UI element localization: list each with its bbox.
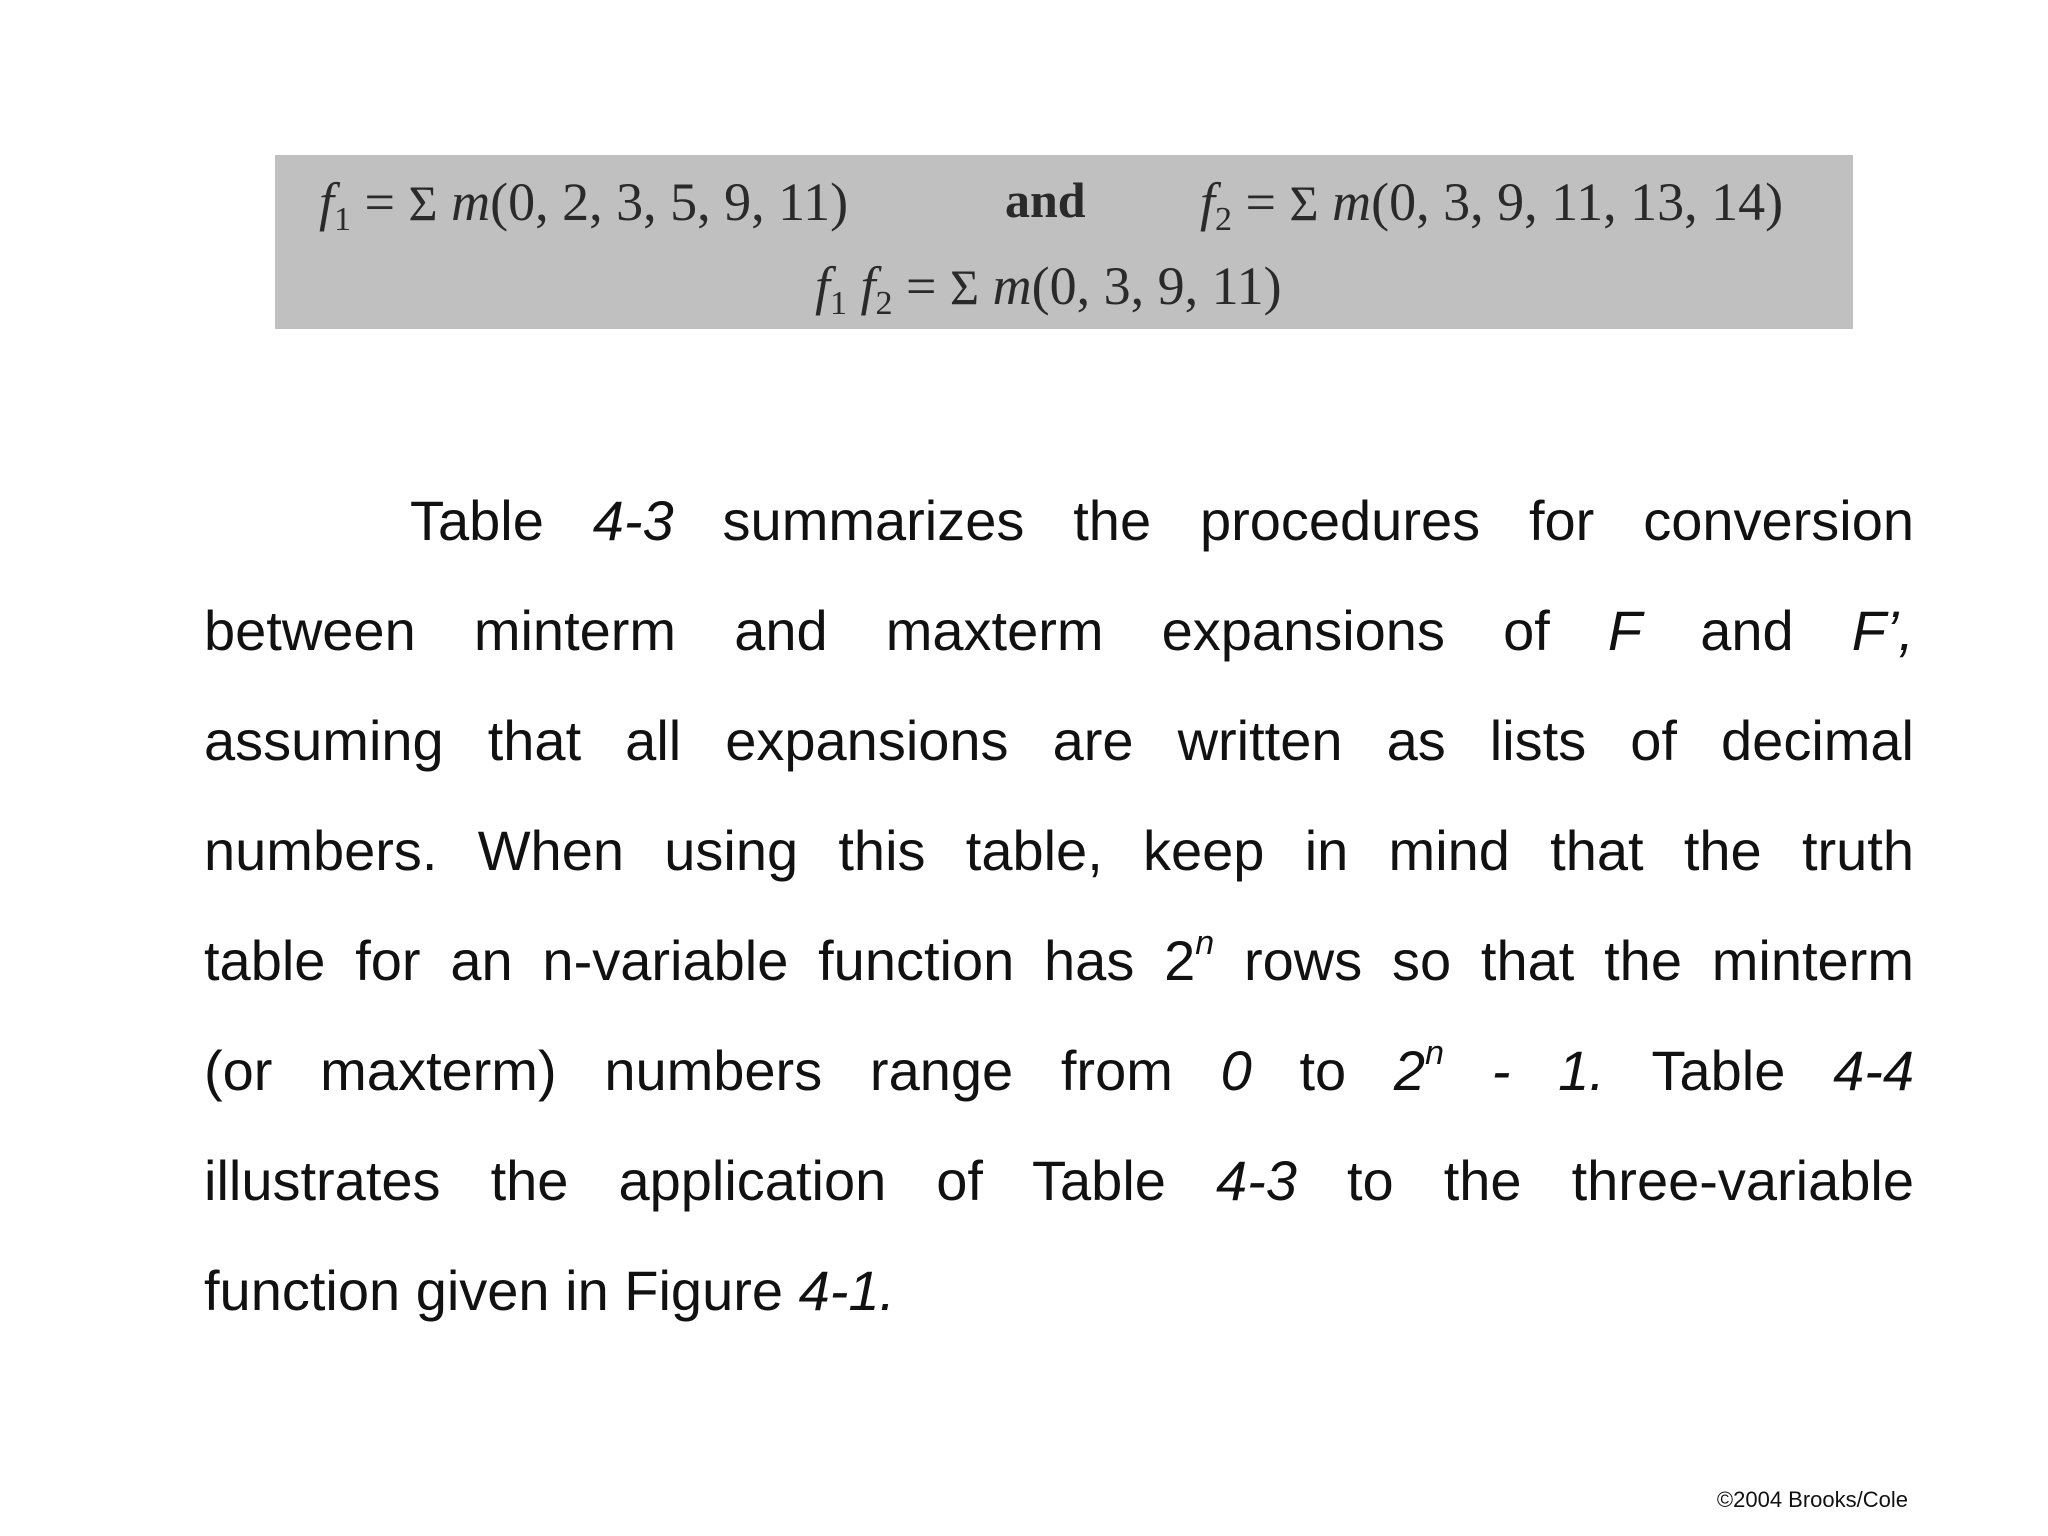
body-paragraph (204, 466, 1914, 1346)
line6-text-c: to (1251, 1039, 1394, 1102)
f1-list: (0, 2, 3, 5, 9, 11) (490, 172, 849, 232)
paragraph-line-7 (204, 1126, 1914, 1236)
copyright-notice: ©2004 Brooks/Cole (1716, 1487, 1908, 1512)
range-exponent-n: n (1425, 1034, 1444, 1072)
symbol-F: F (1607, 599, 1643, 662)
formula-f2 (1200, 172, 1784, 238)
table-ref-4-3-second: 4-3 (1215, 1149, 1297, 1212)
f1-m: m (451, 172, 491, 232)
line6-text-a: (or maxterm) numbers range from (204, 1039, 1221, 1102)
f1-symbol: f (319, 172, 335, 232)
table-ref-4-4: 4-4 (1833, 1039, 1915, 1102)
f2-m: m (1332, 172, 1372, 232)
line5-text-a: table for an n-variable function has 2 (204, 929, 1196, 992)
prod-f1-symbol: f (815, 256, 831, 316)
f1-sigma: Σ (408, 175, 438, 231)
line8-text-a: function given in Figure (204, 1259, 799, 1322)
formula-box (275, 155, 1853, 329)
paragraph-line-4: numbers. When using this table, keep in mind that the truth (204, 819, 1914, 882)
paragraph-line-1 (204, 466, 1914, 576)
paragraph-line-5 (204, 906, 1914, 1016)
formula-f1 (319, 172, 849, 238)
prod-list: (0, 3, 9, 11) (1031, 256, 1282, 316)
formula-and: and (1005, 172, 1086, 228)
line1-text-c: summarizes the procedures for conversion (673, 489, 1914, 552)
line7-text-c: to the three-variable (1296, 1149, 1914, 1212)
paragraph-line-2 (204, 576, 1914, 686)
prod-f2-symbol: f (860, 256, 876, 316)
range-base: 2 (1393, 1039, 1426, 1102)
prod-m: m (992, 256, 1032, 316)
f2-subscript: 2 (1215, 201, 1233, 238)
line6-text-f: Table (1604, 1039, 1834, 1102)
paragraph-line-6 (204, 1016, 1914, 1126)
prod-equals: = (892, 256, 950, 316)
f2-list: (0, 3, 9, 11, 13, 14) (1371, 172, 1784, 232)
f1-subscript: 1 (334, 201, 352, 238)
figure-ref-4-1: 4-1. (798, 1259, 896, 1322)
line7-text-a: illustrates the application of Table (204, 1149, 1216, 1212)
f2-equals: = (1232, 172, 1290, 232)
symbol-F-prime: F’, (1851, 599, 1914, 662)
exponent-n: n (1195, 924, 1215, 962)
line2-text-c: and (1642, 599, 1852, 662)
line1-text-a: Table (410, 489, 593, 552)
f2-symbol: f (1200, 172, 1216, 232)
prod-f1-subscript: 1 (830, 285, 848, 322)
paragraph-line-3: assuming that all expansions are written as lists of decimal (204, 709, 1914, 772)
f2-sigma: Σ (1289, 175, 1319, 231)
range-minus-one: - 1. (1443, 1039, 1605, 1102)
range-start: 0 (1220, 1039, 1252, 1102)
paragraph-line-8 (204, 1236, 1914, 1346)
formula-product (815, 256, 1282, 322)
f1-equals: = (351, 172, 409, 232)
prod-sigma: Σ (950, 259, 980, 315)
line5-text-b: rows so that the minterm (1214, 929, 1914, 992)
prod-f2-subscript: 2 (875, 285, 893, 322)
table-ref-4-3: 4-3 (592, 489, 674, 552)
line2-text-a: between minterm and maxterm expansions of (204, 599, 1608, 662)
